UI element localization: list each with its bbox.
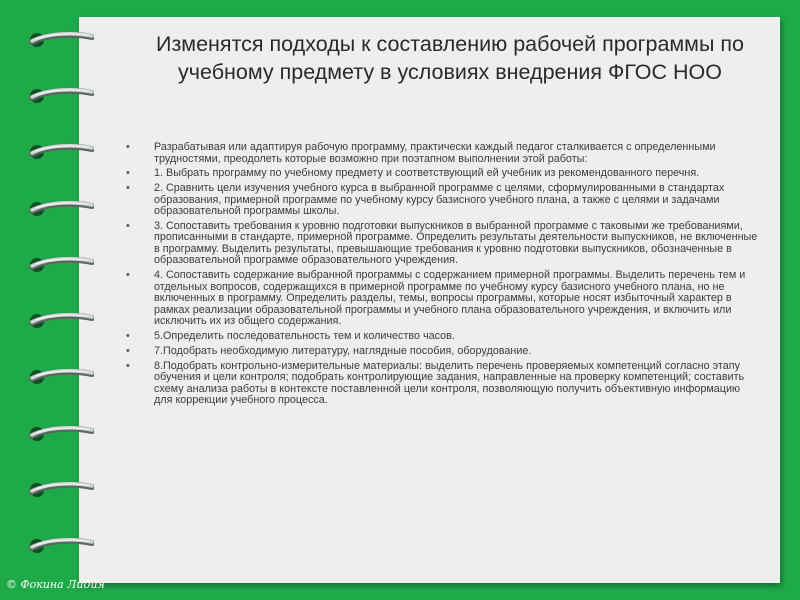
list-item: • 3. Сопоставить требования к уровню подготовки выпускников в выбранной программе с таковыми же требованиями, прописанными в стандарте, примерной программе. Определить результаты деятельности выпускников, не включенные в программу. Выделить результаты, превышающие требования к уровню подготовки выпускников, обозначенные в образовательной программе образовательного учреждения.	[126, 221, 760, 267]
spiral-ring-icon	[28, 368, 94, 386]
list-item: • 7.Подобрать необходимую литературу, наглядные пособия, оборудование.	[126, 346, 760, 358]
list-item: • 4. Сопоставить содержание выбранной программы с содержанием примерной программы. Выделить перечень тем и отдельных вопросов, содержащихся в примерной программе по учебному курсу базисного учебного плана, но не включенных в программу. Определить разделы, темы, вопросы программы, которые носят избыточный характер в рамках реализации образовательной программы и учебного плана образовательного учреждения, и включить или исключить их из общего содержания.	[126, 270, 760, 328]
spiral-ring-icon	[28, 31, 94, 49]
spiral-ring-icon	[28, 312, 94, 330]
bullet-list	[126, 142, 760, 410]
spiral-ring-icon	[28, 200, 94, 218]
spiral-ring-icon	[28, 143, 94, 161]
slide-title: Изменятся подходы к составлению рабочей программы по учебному предмету в условиях внедрения ФГОС НОО	[156, 32, 744, 84]
spiral-ring-icon	[28, 256, 94, 274]
list-item: • Разрабатывая или адаптируя рабочую программу, практически каждый педагог сталкивается с определенными трудностями, преодолеть которые возможно при поэтапном выполнении этой работы:	[126, 142, 760, 165]
spiral-ring-icon	[28, 425, 94, 443]
list-item: • 8.Подобрать контрольно-измерительные материалы: выделить перечень проверяемых компетенций согласно этапу обучения и цели контроля; подобрать контролирующие задания, направленные на проверку компетенций; составить схему анализа работы в контексте поставленной цели контроля, позволяющую получить объективную информацию для коррекции учебного процесса.	[126, 361, 760, 407]
spiral-ring-icon	[28, 87, 94, 105]
spiral-ring-icon	[28, 537, 94, 555]
list-item: • 2. Сравнить цели изучения учебного курса в выбранной программе с целями, сформулированными в стандартах образования, примерной программе по учебному курсу базисного учебного плана, а также с целями и задачами образовательной программы школы.	[126, 183, 760, 218]
copyright-watermark: © Фокина Лидия	[6, 578, 105, 591]
list-item: • 5.Определить последовательность тем и количество часов.	[126, 331, 760, 343]
list-item: • 1. Выбрать программу по учебному предмету и соответствующий ей учебник из рекомендованного перечня.	[126, 168, 760, 180]
spiral-ring-icon	[28, 481, 94, 499]
